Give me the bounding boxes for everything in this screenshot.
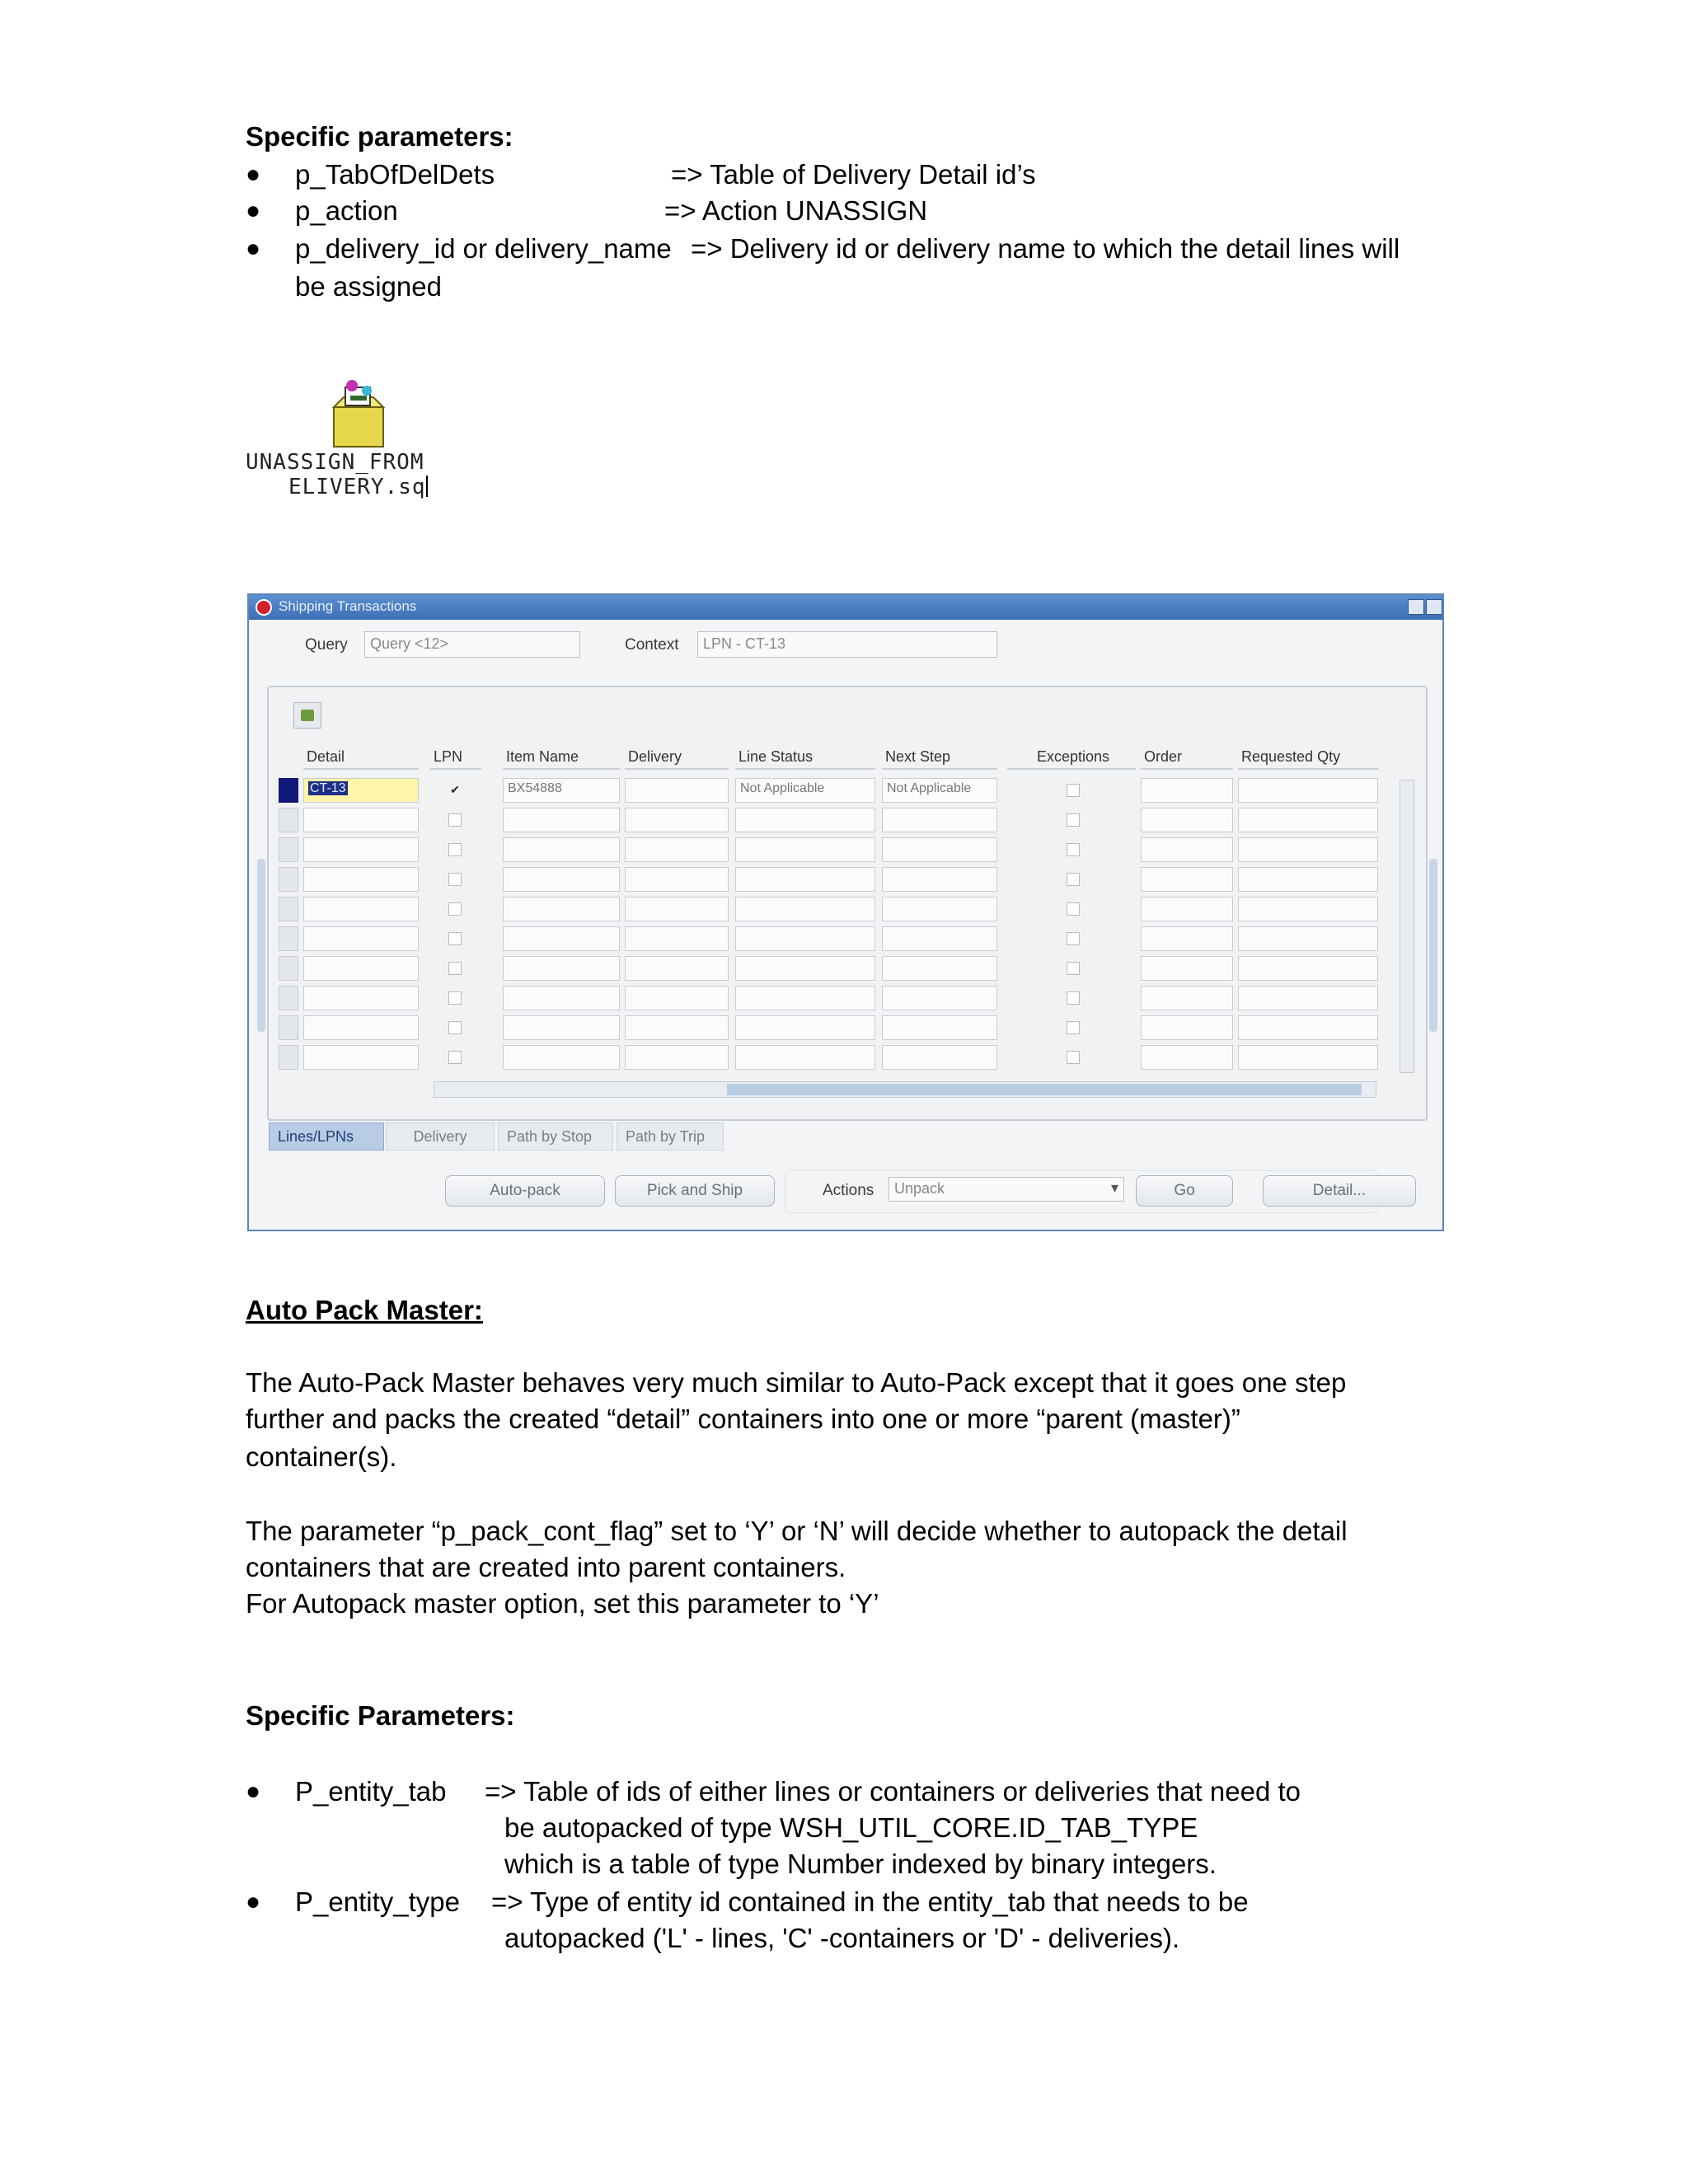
grid-cell[interactable]	[1238, 808, 1378, 832]
row-checkbox[interactable]	[448, 932, 462, 945]
grid-cell[interactable]	[882, 986, 997, 1010]
row-checkbox[interactable]	[448, 843, 462, 856]
minimize-icon[interactable]	[1408, 599, 1424, 615]
grid-cell[interactable]	[503, 897, 620, 921]
grid-cell[interactable]	[882, 926, 997, 951]
grid-cell[interactable]	[503, 1015, 620, 1040]
row-checkbox[interactable]	[448, 813, 462, 827]
grid-cell[interactable]	[1238, 867, 1378, 892]
row-checkbox[interactable]	[1067, 962, 1080, 975]
param-desc: => Action UNASSIGN	[664, 195, 928, 226]
row-selector[interactable]	[279, 956, 298, 981]
param-desc: be autopacked of type WSH_UTIL_CORE.ID_TAB_TYPE	[504, 1812, 1198, 1843]
param-name: p_TabOfDelDets	[295, 159, 495, 190]
grid-cell[interactable]	[735, 897, 875, 921]
query-label: Query	[305, 636, 348, 654]
grid-cell[interactable]	[503, 837, 620, 862]
grid-cell[interactable]	[503, 808, 620, 832]
window-titlebar	[249, 595, 1442, 620]
context-label: Context	[625, 636, 679, 654]
scroll-thumb[interactable]	[727, 1084, 1362, 1095]
grid-cell[interactable]	[1141, 897, 1233, 921]
row-checkbox[interactable]	[1067, 902, 1080, 916]
grid-cell[interactable]	[503, 1045, 620, 1070]
grid-cell[interactable]	[625, 1015, 729, 1040]
grid-cell[interactable]	[303, 956, 419, 981]
grid-cell[interactable]	[303, 1045, 419, 1070]
grid-cell[interactable]	[625, 897, 729, 921]
left-edge-bar	[257, 859, 265, 1032]
bullet-icon: ●	[246, 1778, 261, 1805]
param-name: p_delivery_id or delivery_name	[295, 233, 672, 264]
grid-cell[interactable]	[503, 926, 620, 951]
window-title: Shipping Transactions	[279, 598, 417, 614]
exceptions-checkbox[interactable]	[1067, 784, 1080, 797]
param-desc: autopacked ('L' - lines, 'C' -containers or 'D' - deliveries).	[504, 1923, 1180, 1953]
column-header-requested-qty: Requested Qty	[1238, 748, 1378, 770]
grid-cell[interactable]	[1238, 1015, 1378, 1040]
bullet-icon: ●	[246, 1888, 261, 1915]
grid-cell[interactable]	[625, 867, 729, 892]
grid-cell[interactable]	[882, 956, 997, 981]
section-heading: Auto Pack Master:	[246, 1295, 483, 1325]
param-desc: => Delivery id or delivery name to which the detail lines will	[691, 233, 1400, 264]
column-header-lpn: LPN	[430, 748, 481, 770]
grid-cell[interactable]	[303, 808, 419, 832]
order-cell[interactable]	[1141, 778, 1233, 803]
file-label-line1: UNASSIGN_FROM	[246, 450, 424, 475]
row-checkbox[interactable]	[1067, 932, 1080, 945]
actions-select[interactable]: Unpack ▾	[889, 1177, 1124, 1202]
paragraph-line: For Autopack master option, set this parameter to ‘Y’	[246, 1588, 879, 1619]
row-selector[interactable]	[279, 867, 298, 892]
auto-pack-button[interactable]: Auto-pack	[445, 1175, 605, 1207]
grid-cell[interactable]	[882, 837, 997, 862]
bullet-icon: ●	[246, 235, 261, 262]
grid-cell[interactable]	[503, 986, 620, 1010]
grid-cell[interactable]	[625, 986, 729, 1010]
grid-cell[interactable]	[303, 867, 419, 892]
section-heading: Specific Parameters:	[246, 1700, 515, 1731]
grid-cell[interactable]	[625, 956, 729, 981]
detail-button[interactable]: Detail...	[1263, 1175, 1416, 1207]
grid-cell[interactable]	[882, 1015, 997, 1040]
grid-cell[interactable]	[303, 837, 419, 862]
grid-cell[interactable]	[303, 926, 419, 951]
row-selector[interactable]	[279, 986, 298, 1010]
grid-cell[interactable]	[1141, 956, 1233, 981]
param-name: P_entity_type	[295, 1886, 460, 1917]
row-checkbox[interactable]	[448, 1021, 462, 1034]
param-desc: => Table of ids of either lines or containers or deliveries that need to	[485, 1776, 1301, 1807]
row-selector[interactable]	[279, 808, 298, 832]
grid-cell[interactable]	[882, 897, 997, 921]
row-checkbox[interactable]	[448, 991, 462, 1005]
query-field[interactable]: Query <12>	[364, 631, 580, 658]
grid-cell[interactable]	[503, 956, 620, 981]
detail-cell[interactable]: CT-13	[303, 778, 419, 803]
grid-cell[interactable]	[1238, 986, 1378, 1010]
paragraph-line: container(s).	[246, 1441, 397, 1472]
horizontal-scrollbar[interactable]	[434, 1081, 1376, 1098]
bullet-icon: ●	[246, 161, 261, 188]
param-desc: => Type of entity id contained in the entity_tab that needs to be	[491, 1886, 1249, 1917]
column-header-next-step: Next Step	[882, 748, 997, 770]
row-checkbox[interactable]	[448, 902, 462, 916]
grid-cell[interactable]	[1141, 837, 1233, 862]
row-selector[interactable]	[279, 778, 298, 803]
tab-path-by-trip[interactable]: Path by Trip	[617, 1122, 724, 1151]
grid-cell[interactable]	[735, 867, 875, 892]
lpn-checkbox[interactable]: ✔	[450, 783, 460, 796]
grid-cell[interactable]	[303, 1015, 419, 1040]
grid-cell[interactable]	[735, 837, 875, 862]
grid-cell[interactable]	[625, 1045, 729, 1070]
grid-cell[interactable]	[735, 1045, 875, 1070]
lines-panel	[267, 686, 1428, 1121]
grid-cell[interactable]	[1238, 926, 1378, 951]
shipping-transactions-window	[247, 593, 1444, 1231]
row-selector[interactable]	[279, 926, 298, 951]
next-step-cell[interactable]: Not Applicable	[882, 778, 997, 803]
package-file-icon[interactable]	[326, 379, 392, 453]
grid-cell[interactable]	[1141, 867, 1233, 892]
grid-cell[interactable]	[1141, 1015, 1233, 1040]
close-icon[interactable]	[1426, 599, 1442, 615]
grid-cell[interactable]	[1141, 1045, 1233, 1070]
column-header-exceptions: Exceptions	[1007, 748, 1136, 770]
grid-cell[interactable]	[735, 956, 875, 981]
row-checkbox[interactable]	[1067, 843, 1080, 856]
column-header-item-name: Item Name	[503, 748, 620, 770]
grid-cell[interactable]	[1238, 956, 1378, 981]
column-header-detail: Detail	[303, 748, 419, 770]
delivery-cell[interactable]	[625, 778, 729, 803]
grid-cell[interactable]	[735, 1015, 875, 1040]
column-header-order: Order	[1141, 748, 1233, 770]
grid-cell[interactable]	[303, 986, 419, 1010]
tab-path-by-stop[interactable]: Path by Stop	[498, 1122, 613, 1151]
go-button[interactable]: Go	[1136, 1175, 1233, 1207]
grid-cell[interactable]	[882, 1045, 997, 1070]
oracle-logo-icon	[256, 599, 272, 616]
grid-cell[interactable]	[503, 867, 620, 892]
param-desc: which is a table of type Number indexed by binary integers.	[504, 1849, 1217, 1879]
row-checkbox[interactable]	[1067, 991, 1080, 1005]
row-selector[interactable]	[279, 897, 298, 921]
row-selector[interactable]	[279, 1015, 298, 1040]
requested-qty-cell[interactable]	[1238, 778, 1378, 803]
file-label-line2: ELIVERY.sq	[288, 475, 426, 499]
grid-cell[interactable]	[625, 837, 729, 862]
row-selector[interactable]	[279, 1045, 298, 1070]
section-heading: Specific parameters:	[246, 121, 513, 152]
column-header-delivery: Delivery	[625, 748, 729, 770]
paragraph-line: containers that are created into parent containers.	[246, 1552, 846, 1582]
column-header-line-status: Line Status	[735, 748, 875, 770]
paragraph-line: The parameter “p_pack_cont_flag” set to ‘Y’ or ‘N’ will decide whether to autopack the detail	[246, 1516, 1348, 1546]
paragraph-line: further and packs the created “detail” containers into one or more “parent (master)”	[246, 1404, 1240, 1434]
paragraph-line: The Auto-Pack Master behaves very much similar to Auto-Pack except that it goes one step	[246, 1367, 1347, 1398]
grid-cell[interactable]	[735, 926, 875, 951]
tab-delivery[interactable]: Delivery	[386, 1122, 495, 1151]
grid-cell[interactable]	[735, 808, 875, 832]
right-edge-bar	[1429, 859, 1437, 1032]
grid-cell[interactable]	[625, 926, 729, 951]
param-desc: => Table of Delivery Detail id’s	[671, 159, 1036, 190]
grid-cell[interactable]	[735, 986, 875, 1010]
vertical-scrollbar[interactable]	[1400, 780, 1414, 1073]
grid-cell[interactable]	[1238, 837, 1378, 862]
row-checkbox[interactable]	[1067, 873, 1080, 886]
grid-cell[interactable]	[303, 897, 419, 921]
row-checkbox[interactable]	[448, 962, 462, 975]
grid-cell[interactable]	[1141, 986, 1233, 1010]
grid-cell[interactable]	[882, 808, 997, 832]
actions-label: Actions	[823, 1182, 874, 1199]
grid-cell[interactable]	[625, 808, 729, 832]
folder-tool-icon[interactable]	[293, 702, 321, 729]
grid-cell[interactable]	[882, 867, 997, 892]
row-checkbox[interactable]	[1067, 1051, 1080, 1064]
pick-and-ship-button[interactable]: Pick and Ship	[615, 1175, 775, 1207]
param-name: P_entity_tab	[295, 1776, 447, 1807]
row-checkbox[interactable]	[448, 1051, 462, 1064]
grid-cell[interactable]	[1141, 926, 1233, 951]
row-selector[interactable]	[279, 837, 298, 862]
context-field[interactable]: LPN - CT-13	[697, 631, 997, 658]
row-checkbox[interactable]	[1067, 1021, 1080, 1034]
param-desc-continued: be assigned	[295, 271, 442, 302]
grid-cell[interactable]	[1238, 1045, 1378, 1070]
item-name-cell[interactable]: BX54888	[503, 778, 620, 803]
param-name: p_action	[295, 195, 398, 226]
tab-lines-lpns[interactable]: Lines/LPNs	[269, 1122, 384, 1151]
line-status-cell[interactable]: Not Applicable	[735, 778, 875, 803]
chevron-down-icon: ▾	[1110, 1179, 1118, 1196]
grid-cell[interactable]	[1238, 897, 1378, 921]
row-checkbox[interactable]	[1067, 813, 1080, 827]
grid-cell[interactable]	[1141, 808, 1233, 832]
row-checkbox[interactable]	[448, 873, 462, 886]
bullet-icon: ●	[246, 197, 261, 224]
